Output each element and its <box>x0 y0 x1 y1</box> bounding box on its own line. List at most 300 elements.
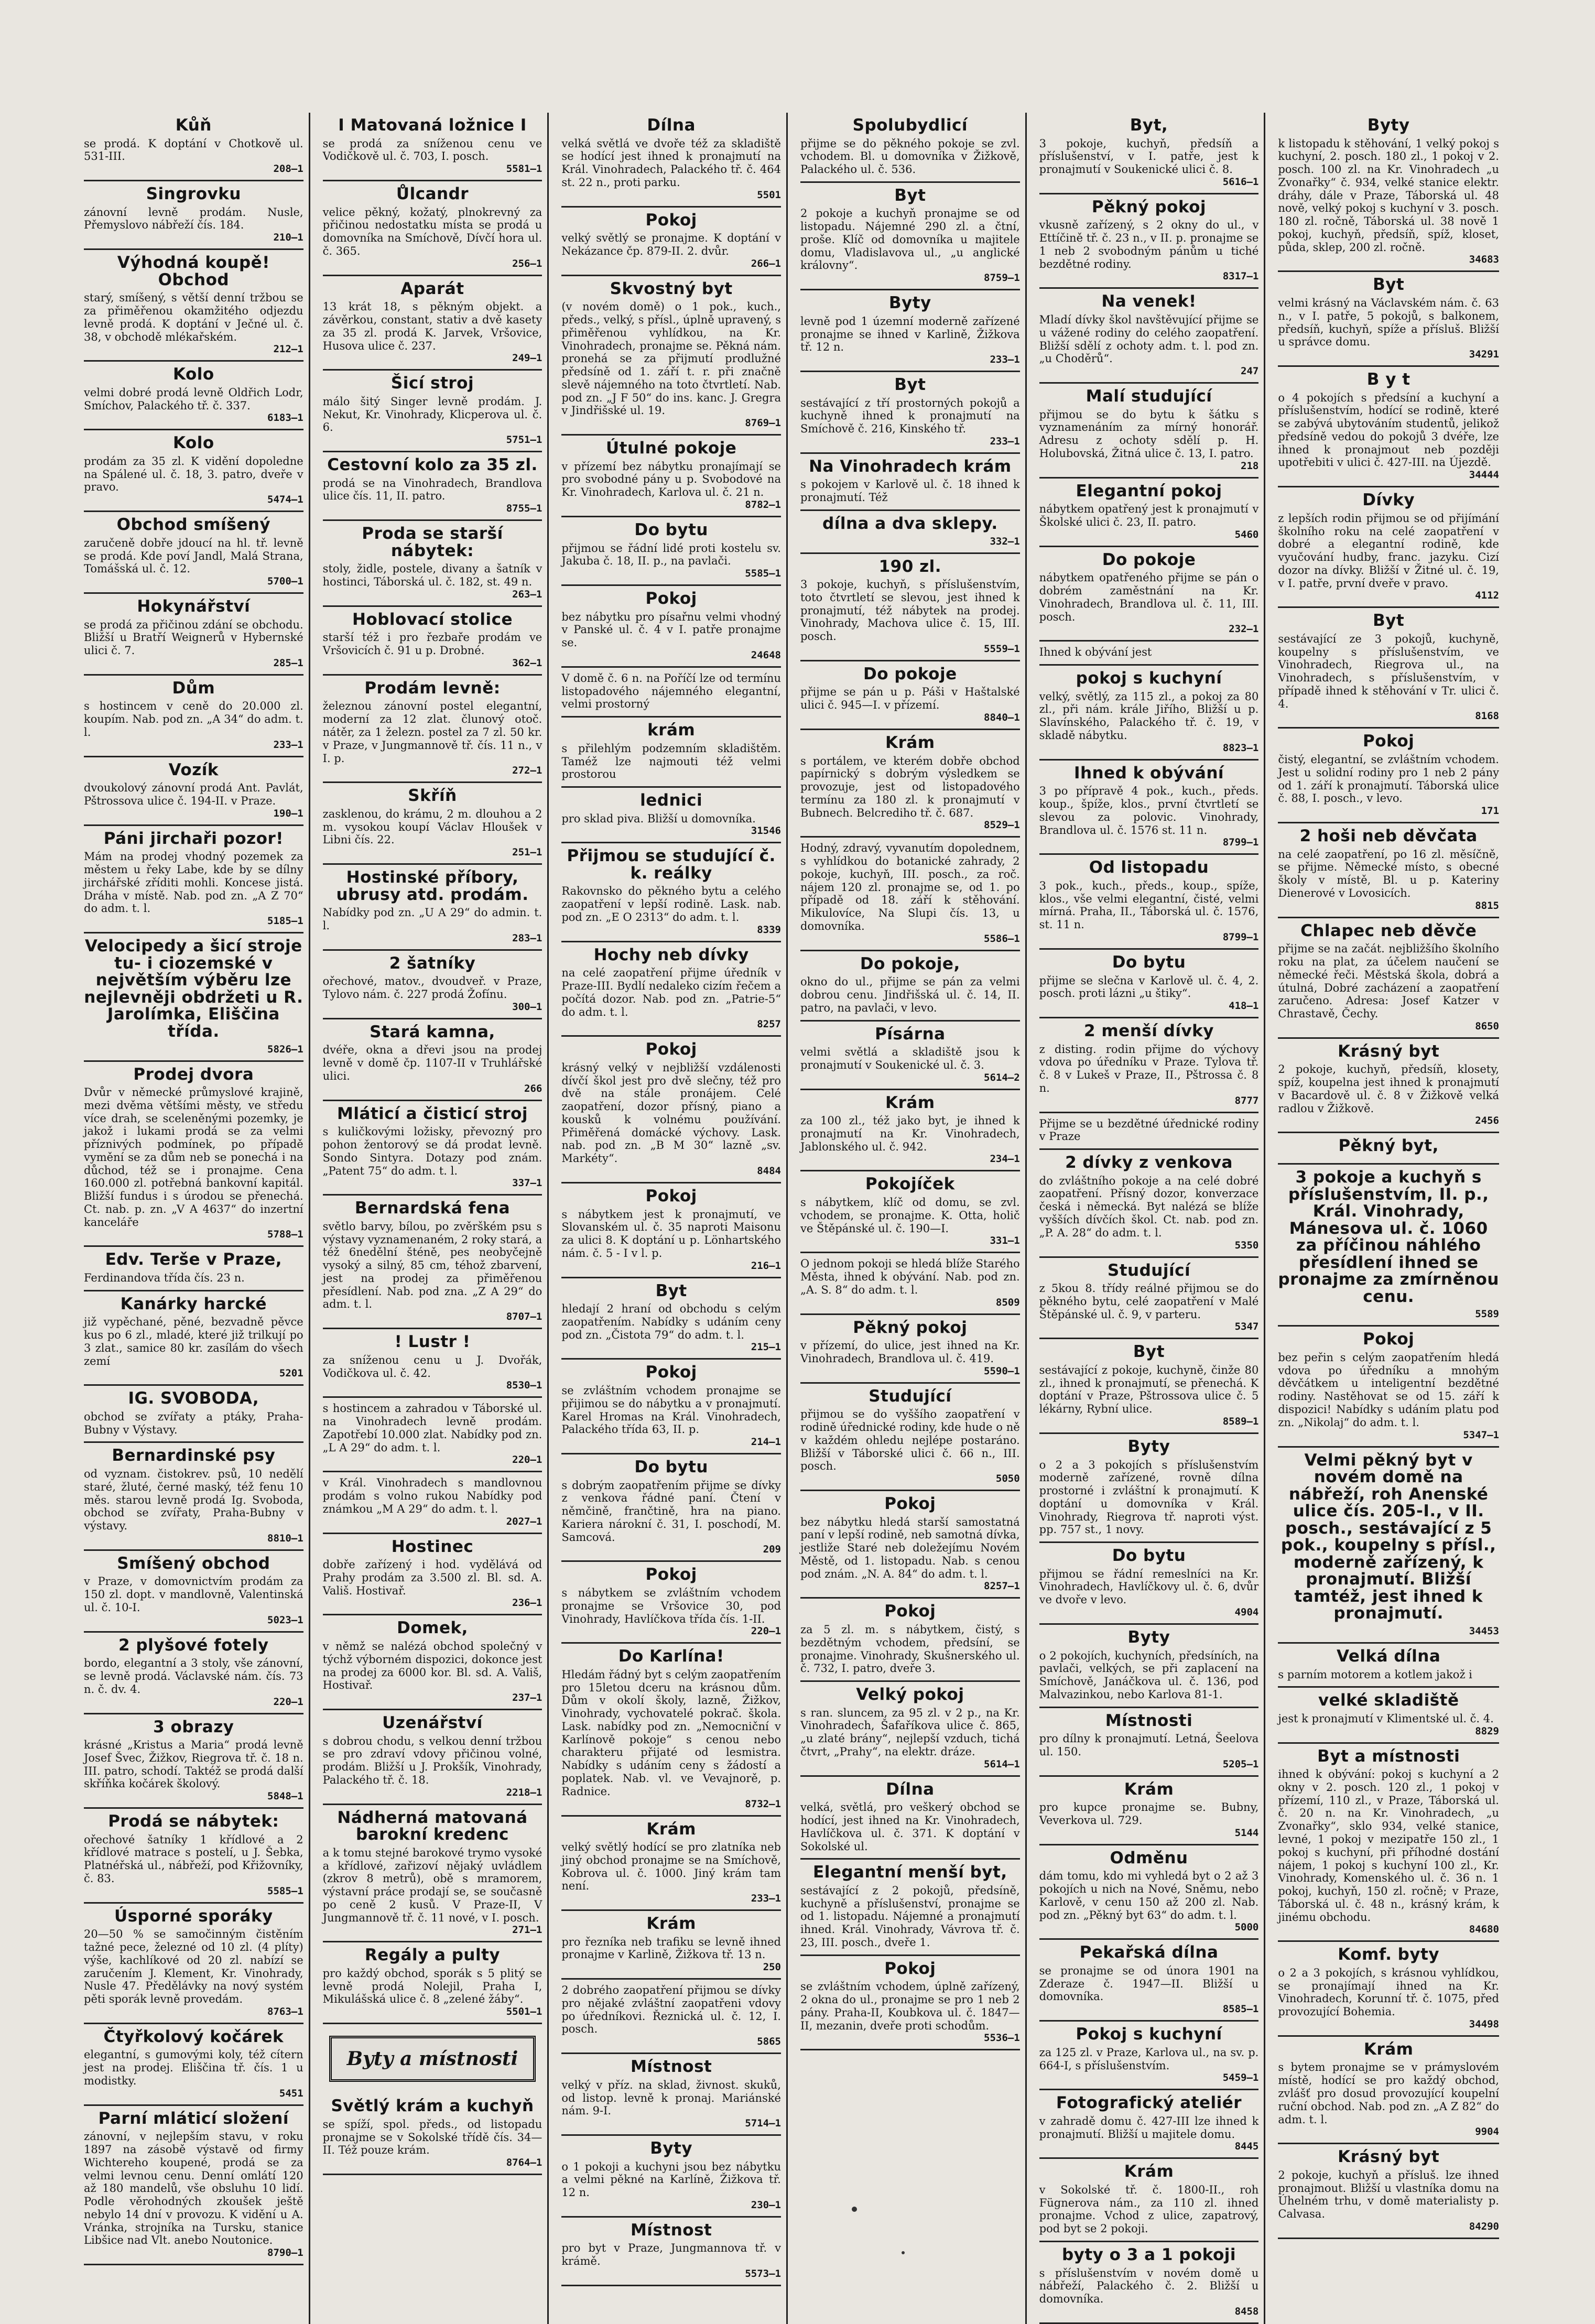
ad-code: 208—1 <box>273 163 303 175</box>
ad-headline: Bernardská fena <box>354 1199 511 1218</box>
ad-headline: Byt, <box>1130 116 1168 135</box>
ad-code: 5474—1 <box>267 494 303 506</box>
classified-ad <box>561 1183 781 1278</box>
ad-headline: 2 hoši neb děvčata <box>1299 827 1478 846</box>
ad-text: za 5 zl. m. s nábytkem, čistý, s bezdětným vchodem, předsíní, se pronajme. Vinohrady, Skušnerského ul. č. 732, I. patro, dveře 3. <box>800 1623 1020 1675</box>
ad-text: Hodný, zdravý, vyvanutím dopolednem, s vyhlídkou do botanické zahrady, 2 pokoje, kuchyň, III. posch., za roč. nájem 120 zl. pronajme se, od 1. po případě od 18. září k stěhování. Mikulovíce, Na Slupi čís. 13, u domovníka. <box>800 842 1020 932</box>
ad-headline: Malí studující <box>1086 387 1212 406</box>
ad-headline: Elegantní menší byt, <box>813 1863 1007 1882</box>
ad-code: 8769—1 <box>745 417 781 429</box>
ad-code: 256—1 <box>512 257 542 269</box>
ad-headline: Spolubydlicí <box>852 116 968 135</box>
classified-ad <box>800 1022 1020 1090</box>
ad-headline: Elegantní pokoj <box>1076 481 1222 501</box>
classified-ad <box>84 2106 303 2265</box>
ad-headline: Edv. Terše v Praze, <box>105 1250 283 1269</box>
ad-headline: Pokoj <box>884 1602 936 1621</box>
ad-code: 418—1 <box>1229 1000 1259 1012</box>
ad-text: ořechové šatníky 1 křídlové a 2 křídlové matrace s postelí, u J. Šebka, Platnéřská ul., nábřeží, pod Křižovníky, č. 83. <box>84 1833 303 1885</box>
ad-code: 5050 <box>995 1473 1020 1485</box>
ad-code: 5000 <box>1234 1921 1259 1934</box>
ad-headline: Kůň <box>175 116 212 135</box>
classified-ad <box>1039 1777 1259 1845</box>
ad-headline: Pokoj <box>645 1565 697 1584</box>
ad-code: 331—1 <box>990 1235 1020 1247</box>
ad-code: 5347 <box>1234 1321 1259 1333</box>
classified-ad <box>561 2054 781 2136</box>
ad-code: 34444 <box>1469 469 1499 481</box>
ad-headline: Místnosti <box>1105 1711 1193 1730</box>
ad-headline: 2 dívky z venkova <box>1065 1153 1233 1172</box>
classified-ad <box>84 594 303 676</box>
ad-code: 5144 <box>1234 1827 1259 1839</box>
ad-headline: Dílna <box>886 1779 935 1799</box>
ad-text: na celé zaopatření přijme úředník v Praze-III. Bydlí nedaleko cizím řečem a počítá dozor. Nab. pod zn. „Patrie-5“ do adm. t. l. <box>561 966 781 1018</box>
ad-text: přijmou se do vyššího zaopatření v rodině úřednické rodiny, kde hude o ně v každém ohledu nejlépe postaráno. Bližší v Táborské ulici č. 66 n., III. posch. <box>800 1408 1020 1473</box>
ad-headline: Do pokoje, <box>860 954 960 973</box>
ad-text: s nábytkem se zvláštním vchodem pronajme se Vršovice 30, pod Vinohrady, Havlíčkova třída čís. 1-II. <box>561 1587 781 1625</box>
ad-headline: Vozík <box>168 760 219 779</box>
ad-headline: Krásný byt <box>1338 1041 1440 1061</box>
ad-headline: Kanárky harcké <box>120 1294 267 1313</box>
classified-ad <box>1039 1434 1259 1543</box>
ad-headline: Pokoj <box>645 210 697 230</box>
ad-text: Mám na prodej vhodný pozemek za městem u řeky Labe, kde by se dílny jirchářské zříditi mohli. Koncese jistá. Dráha v místě. Nab. pod zn. „A Z 70“ do adm. t. l. <box>84 850 303 915</box>
ad-text: bez peřin s celým zaopatřením hledá vdova po úředníku a mnohým děvčátkem u inteligentní bezdětné rodiny. Nastěhovat se od 15. září k dispozici! Nabídky s udáním platu pod zn. „Nikolaj“ do adm. t. l. <box>1278 1351 1499 1429</box>
ad-headline: Ůlcandr <box>396 184 469 204</box>
ad-code: 8484 <box>757 1165 781 1177</box>
classified-ad <box>800 1956 1020 2051</box>
ad-code: 8759—1 <box>984 272 1020 284</box>
ad-headline: Čtyřkolový kočárek <box>103 2027 284 2046</box>
classified-ad <box>323 276 542 371</box>
ad-headline: Pokoj <box>645 1187 697 1206</box>
ad-headline: Do bytu <box>634 1458 708 1477</box>
ad-headline: Úsporné sporáky <box>114 1906 273 1926</box>
ad-headline: Velký pokoj <box>856 1685 964 1704</box>
ad-text: starý, smíšený, s větší denní tržbou se za přiměřenou okamžitého odjezdu levně prodá. K doptání v Ječné ul. č. 38, v obchodě mlékařském. <box>84 291 303 343</box>
ad-text: sestávající z tří prostorných pokojů a kuchyně ihned k pronajmutí na Smíchově č. 216, Kinského tř. <box>800 396 1020 436</box>
classified-ad <box>1278 1644 1499 1688</box>
ad-code: 5201 <box>279 1367 303 1380</box>
ad-headline: Studující <box>869 1386 952 1406</box>
ad-text: přijme se na začát. nejbližšího školního roku na plat, za účelem naučení se německé řeči. Městská škola, dobrá a útulná, Dobré zacházení a zaopatření zaručeno. Adresa: Josef Katzer v Chrastavě, Čechy. <box>1278 942 1499 1020</box>
stray-dot <box>902 2251 905 2254</box>
ad-code: 8585—1 <box>1222 2003 1259 2015</box>
ad-text: 2 dobrého zaopatření přijmou se dívky pro nějaké zvláštní zaopatřeni vdovy po úředníkovi. Řeznická ul. č. 12, I. posch. <box>561 1984 781 2036</box>
ad-code: 272—1 <box>512 765 542 777</box>
classified-ad <box>1278 1327 1499 1447</box>
ad-code: 362—1 <box>512 657 542 669</box>
ad-code: 8799—1 <box>1222 837 1259 849</box>
ad-headline: Uzenářství <box>382 1713 483 1733</box>
ad-code: 220—1 <box>751 1625 781 1637</box>
ad-code: 34683 <box>1469 254 1499 266</box>
ad-text: starší též i pro řezbaře prodám ve Vršovicích č. 91 u p. Drobné. <box>322 631 542 657</box>
ad-text: okno do ul., přijme se pán za velmi dobrou cenu. Jindřišská ul. č. 14, II. patro, na pavlači, v levo. <box>800 975 1020 1014</box>
ad-code: 5451 <box>279 2087 303 2099</box>
ad-text: zaručeně dobře jdoucí na hl. tř. levně se prodá. Kde poví Jandl, Malá Strana, Tomášská ul. č. 12. <box>84 536 303 575</box>
classified-ad <box>323 371 542 452</box>
ad-code: 8732—1 <box>745 1798 781 1810</box>
ad-text: za 125 zl. v Praze, Karlova ul., na sv. p. 664-I, s příslušenstvím. <box>1039 2046 1259 2072</box>
ad-headline: Do bytu <box>1112 1546 1186 1566</box>
ad-headline: Obchod smíšený <box>116 515 271 535</box>
classified-ad <box>1039 1339 1259 1434</box>
ad-code: 266 <box>524 1082 542 1094</box>
ad-headline: Hokynářství <box>137 597 251 616</box>
ad-code: 34291 <box>1469 349 1499 361</box>
classified-ad <box>1039 1258 1259 1340</box>
classified-ad <box>323 1942 542 2024</box>
ad-text: prodám za 35 zl. K vidění dopoledne na Spálené ul. č. 18, 3. patro, dveře v pravo. <box>84 454 303 494</box>
ad-headline: Velká dílna <box>1337 1646 1441 1666</box>
ad-code: 5826—1 <box>267 1043 303 1055</box>
ad-headline: Přijmou se studující č. k. reálky <box>567 846 776 883</box>
ad-code: 250 <box>763 1961 781 1973</box>
column-6 <box>1273 113 1504 2324</box>
ad-text: Hledám řádný byt s celým zaopatřením pro 15letou dceru na krásnou dům. Dům v okolí školy, lazně, Žižkov, Vinohrady, vychovatelé pokrač. škola. Lask. nabídky pod zn. „Nemocniční v Karlínově pokoje“ s cenou nebo charakteru přijaté od lesmistra. Nabídky s udáním ceny s žádostí a poplatek. Nab. vl. ve Vevajnorě, p. Radnice. <box>561 1668 781 1798</box>
ad-headline: Krám <box>646 1914 696 1934</box>
ad-headline: 3 pokoje a kuchyň s příslušenstvím, II. p., Král. Vinohrady, Mánesova ul. č. 1060 za příčinou náhlého přesídlení ihned se pronajme za zmírněnou cenu. <box>1278 1167 1499 1306</box>
ad-headline: Stará kamna, <box>370 1022 495 1041</box>
ad-text: 13 krát 18, s pěkným objekt. a závěrkou, constant, stativ a dvě kasety za 35 zl. prodá K. Jarvek, Vršovice, Husova ulice č. 237. <box>322 300 542 352</box>
ad-headline: Do pokoje <box>1102 550 1196 569</box>
ad-text: v přízemí, do ulice, jest ihned na Kr. Vinohradech, Brandlova ul. č. 419. <box>800 1339 1020 1365</box>
ad-text: přijmou se do bytu k šátku s vyznamenáním za mírný honorář. Adresu z ochoty sdělí p. H. Holubovská, Žitná ulice č. 13, I. patro. <box>1039 408 1259 460</box>
classified-ad <box>1039 289 1259 384</box>
ad-text: 2 pokoje a kuchyň pronajme se od listopadu. Nájemné 290 zl. a čtní, proše. Klíč od domovníka u majitele domu, Vladislavova ul., „u anglické královny“. <box>800 207 1020 272</box>
ad-headline: byty o 3 a 1 pokoji <box>1061 2245 1236 2264</box>
classified-ad <box>561 1644 781 1816</box>
classified-ad <box>1278 1942 1499 2037</box>
ad-text: z 5kou 8. třídy reálné přijmou se do pěkného bytu, celé zaopatření v Malé Štěpánské ul. č. 9, v parteru. <box>1039 1282 1259 1321</box>
ad-text: velký světlý se pronajme. K doptání v Nekázance čp. 879-II. 2. dvůr. <box>561 232 781 257</box>
classified-ad <box>323 2093 542 2175</box>
ad-text: sestávající z 2 pokojů, předsíně, kuchyně a příslušenství, pronajme se od 1. listopadu. Nájemné a pronajmutí ihned. Král. Vinohrady, Vávrova tř. č. 23, III. posch., dveře 1. <box>800 1884 1020 1949</box>
ad-text: 3 pokoje, kuchyň, s příslušenstvím, toto čtvrtletí se slevou, jest ihned k pronajmutí, též nábytek na prodej. Vinohrady, Machova ulice č. 15, III. posch. <box>800 578 1020 643</box>
classified-ad <box>323 1472 542 1534</box>
classified-ad <box>800 1315 1020 1384</box>
column-2 <box>318 113 549 2324</box>
ad-text: pro řezníka neb trafiku se levně ihned pronajme v Karlině, Žižkova tř. 13 n. <box>561 1935 781 1961</box>
ad-code: 5788—1 <box>267 1229 303 1241</box>
ad-text: za sníženou cenu u J. Dvořák, Vodičkova ul. č. 42. <box>322 1353 542 1380</box>
classified-ad <box>1039 1018 1259 1113</box>
classified-ad <box>800 1860 1020 1956</box>
ad-code: 214—1 <box>751 1436 781 1448</box>
column-1 <box>79 113 310 2324</box>
ad-text: Přijme se u bezdětné úřednické rodiny v Praze <box>1039 1117 1259 1143</box>
ad-text: 2 pokoje, kuchyň, předsíň, klosety, spíž, koupelna jest ihned k pronajmutí v Bacardově ul. č. 8 v Žižkově velká radlou v Žižkově. <box>1278 1063 1499 1115</box>
ad-code: 232—1 <box>1229 623 1259 635</box>
ad-text: dvéře, okna a dřevi jsou na prodej levně v domě čp. 1107-II v Truhlářské ulici. <box>322 1044 542 1082</box>
classified-ad <box>1278 1688 1499 1743</box>
ad-headline: 3 obrazy <box>153 1717 234 1736</box>
ad-text: v Sokolské tř. č. 1800-II., roh Fügnerova nám., za 110 zl. ihned pronajme. Vchod z ulice, zapatrový, pod byt se 2 pokoji. <box>1039 2183 1259 2235</box>
ad-headline: Smíšený obchod <box>117 1554 270 1573</box>
classified-ad <box>323 865 542 951</box>
classified-ad <box>84 1291 303 1386</box>
ad-code: 5459—1 <box>1222 2072 1259 2084</box>
ad-code: 233—1 <box>273 739 303 751</box>
ad-code: 220—1 <box>512 1454 542 1466</box>
classifieds-page <box>79 113 1504 2317</box>
classified-ad <box>1039 1150 1259 1257</box>
classified-ad <box>323 1398 542 1472</box>
ad-text: přijme se do pěkného pokoje se zvl. vchodem. Bl. u domovníka v Žižkově, Palackého ul. č. 536. <box>800 137 1020 176</box>
classified-ad <box>800 1491 1020 1599</box>
ad-code: 8764—1 <box>506 2157 542 2169</box>
classified-ad <box>84 1809 303 1904</box>
ad-headline: Místnost <box>630 2057 712 2077</box>
ad-text: ihned k obývání: pokoj s kuchyní a 2 okny v 2. posch. 120 zl., 1 pokoj v přízemí, 110 zl., v Praze, Táborská ul. č. 20 n. na Kr. Vinohradech, „u Zvonařky“, sklo 934, velké stanice, levné, 1 pokoj v mezipatře 150 zl., 1 pokoj s kuchyní, při příhodné dostání nájem, 1 pokoj s kuchyní 100 zl., Kr. Vinohrady, Komenského ul. č. 36 n. 1 pokoj, kuchyň, 150 zl. ročně; v Praze, Táborská ul. č. 48 n., krásný krám, k jinému obchodu. <box>1278 1768 1499 1924</box>
classified-ad <box>323 113 542 181</box>
ad-text: O jednom pokoji se hledá blíže Starého Města, ihned k obývání. Nab. pod zn. „A. S. 8“ do adm. t. l. <box>800 1257 1020 1296</box>
classified-ad <box>1039 384 1259 479</box>
ad-text: pro kupce pronajme se. Bubny, Veverkova ul. 729. <box>1039 1801 1259 1827</box>
ad-headline: ! Lustr ! <box>394 1332 471 1352</box>
ad-headline: Páni jirchaři pozor! <box>103 829 284 848</box>
ad-code: 5616—1 <box>1222 176 1259 188</box>
ad-text: Ihned k obývání jest <box>1039 646 1152 659</box>
classified-ad <box>561 436 781 517</box>
ad-text: v Král. Vinohradech s mandlovnou prodám s volno rukou Nabídky pod známkou „M A 29“ do adm. t. l. <box>322 1476 542 1515</box>
classified-ad <box>84 676 303 757</box>
ad-text: bez nábytku pro písařnu velmi vhodný v Panské ul. č. 4 v I. patře pronajme se. <box>561 610 781 649</box>
ad-headline: krám <box>647 721 696 740</box>
ad-code: 234—1 <box>990 1153 1020 1165</box>
ad-headline: Byty <box>650 2139 693 2158</box>
ad-code: 171 <box>1481 805 1499 817</box>
ad-headline: 2 menší dívky <box>1084 1022 1214 1041</box>
classified-ad <box>561 668 781 718</box>
ad-code: 220—1 <box>273 1696 303 1708</box>
ad-headline: Aparát <box>400 279 464 298</box>
ad-headline: Velocipedy a šicí stroje tu- i ciozemské v největším výběru lze nejlevněji obdržeti u R. Jarolímka, Eliščina třída. <box>84 937 303 1041</box>
ad-code: 300—1 <box>512 1001 542 1013</box>
ad-headline: Skříň <box>408 786 457 806</box>
ad-headline: Pěkný pokoj <box>853 1318 968 1337</box>
ad-headline: Šicí stroj <box>390 374 474 393</box>
classified-ad <box>323 1710 542 1805</box>
classified-ad <box>84 1062 303 1247</box>
ad-code: 8509 <box>995 1296 1020 1308</box>
ad-code: 31546 <box>751 825 781 837</box>
ad-headline: Byty <box>1127 1627 1170 1647</box>
classified-ad <box>323 452 542 521</box>
ad-text: s hostincem a zahradou v Táborské ul. na Vinohradech levně prodám. Zapotřebí 10.000 zlat. Nabídky pod zn. „L A 29“ do adm. t. l. <box>322 1402 542 1454</box>
classified-ad <box>84 113 303 181</box>
classified-ad <box>323 676 542 783</box>
ad-text: o 2 pokojích, kuchyních, předsíních, na pavlači, velkých, se při zaplacení na Smíchově, Janáčkova ul. č. 136, pod Malvazinkou, nebo Karlova 81-1. <box>1039 1649 1259 1701</box>
classified-ad <box>1278 272 1499 367</box>
classified-ad <box>800 454 1020 511</box>
ad-headline: Bernardinské psy <box>112 1446 276 1465</box>
classified-ad <box>84 1443 303 1550</box>
classified-ad <box>84 250 303 362</box>
ad-code: 236—1 <box>512 1597 542 1609</box>
ad-headline: Byt a místnosti <box>1317 1746 1460 1766</box>
ad-code: 9904 <box>1475 2126 1499 2138</box>
classified-ad <box>800 183 1020 290</box>
classified-ad <box>561 208 781 276</box>
classified-ad <box>800 838 1020 951</box>
classified-ad <box>323 1329 542 1398</box>
ad-text: Dvůr v německé průmyslové krajině, mezi dvěma většími městy, ve středu více drah, se sceleněnými pozemky, je jakož i lukami prodá se za velmi příznivých podmínek, po případě vymění se za dům neb se ponechá i na důchod, též se i pronajme. Cena 160.000 zl. potřebná bankovní kapitál. Bližší fundus i s úrodou se přenechá. Ct. nab. p. zn. „V A 4637“ do inzertní kanceláře <box>84 1086 303 1229</box>
ad-headline: Hostinec <box>391 1537 474 1556</box>
ad-headline: Cestovní kolo za 35 zl. <box>327 455 538 475</box>
ad-code: 5350 <box>1234 1239 1259 1251</box>
ad-code: 230—1 <box>751 2199 781 2211</box>
classified-ad <box>800 511 1020 554</box>
classified-ad <box>800 1777 1020 1860</box>
ad-text: o 2 a 3 pokojích, s krásnou vyhlídkou, se pronajímají ihned na Kr. Vinohradech, Korunní tř. č. 1075, před provozující Bohemia. <box>1278 1966 1499 2018</box>
classified-ad <box>1039 1543 1259 1625</box>
classified-ad <box>561 1278 781 1360</box>
ad-code: 8458 <box>1234 2305 1259 2317</box>
ad-headline: 2 plyšové fotely <box>118 1635 269 1655</box>
ad-text: velký světlý hodící se pro zlatníka neb jiný obchod pronajme se na Smíchově, Kobrova ul. č. 1000. Jiný krám tam není. <box>561 1841 781 1893</box>
classified-ad <box>1039 950 1259 1018</box>
ad-text: s bytem pronajme se v prámyslovém místě, hodící se pro každý obchod, zvlášť pro dosud provozující koupelní ruční obchod. Nab. pod zn. „A Z 82“ do adm. t. l. <box>1278 2061 1499 2126</box>
ad-headline: Pokoj <box>884 1959 936 1978</box>
ad-headline: Pokoj s kuchyní <box>1076 2025 1222 2044</box>
column-3 <box>556 113 788 2324</box>
ad-text: s parním motorem a kotlem jakož i <box>1278 1668 1472 1681</box>
ad-code: 34498 <box>1469 2018 1499 2030</box>
ad-text: dám tomu, kdo mi vyhledá byt o 2 až 3 pokojích u nich na Nové, Sněmu, nebo Karlově, v cenu 150 až 200 zl. Nab. pod zn. „Pěkný byt 63“ do adm. t. l. <box>1039 1870 1259 1921</box>
ad-text: s přilehlým podzemním skladištěm. Taméž lze najmouti též velmi prostorou <box>561 742 781 781</box>
ad-text: zánovní, v nejlepším stavu, v roku 1897 na zásobě výstavě od firmy Wichtereho koupené, prodá se za velmi levnou cenu. Denní omlátí 120 až 180 mandelů, vše obsluhu 10 lidí. Podle věrohodných zkoušek ještě nebylo 14 dní v provozu. K vidění u A. Vránka, strojníka na Tursku, stanice Libšice nad Vlt. anebo Noutonice. <box>84 2130 303 2247</box>
ad-headline: Krásný byt <box>1338 2147 1440 2167</box>
ad-text: pro sklad piva. Bližší u domovníka. <box>561 812 756 825</box>
ad-code: 337—1 <box>512 1177 542 1189</box>
ad-headline: Na Vinohradech krám <box>809 457 1012 476</box>
ad-text: velký v příz. na sklad, živnost. skuků, od listop. levně k pronaj. Mariánské nám. 9-I. <box>561 2078 781 2117</box>
classified-ad <box>84 826 303 933</box>
classified-ad <box>323 1534 542 1616</box>
ad-headline: Kolo <box>172 433 214 453</box>
ad-text: na celé zaopatření, po 16 zl. měsíčně, se přijme. Německé místo, s obecné školy v místě, Bl. u p. Kateriny Dienerové v Lovosicích. <box>1278 848 1499 899</box>
classified-ad <box>84 1714 303 1809</box>
classified-ad <box>561 1562 781 1644</box>
ad-code: 5559—1 <box>984 643 1020 655</box>
classified-ad <box>561 843 781 942</box>
ad-text: Mladí dívky škol navštěvující přijme se u vážené rodiny do celého zaopatření. Bližší sdělí z ochoty adm. t. l. pod zn. „u Choděrů“. <box>1039 313 1259 365</box>
ad-text: se zvláštním vchodem, úplně zařízený, 2 okna do ul., pronajme se pro 1 neb 2 pány. Praha-II, Koubkova ul. č. 1847—II, mezanin, dveře proti schodům. <box>800 1980 1020 2032</box>
ad-text: se pronajme se od února 1901 na Zderaze č. 1947—II. Bližší u domovníka. <box>1039 1964 1259 2003</box>
classified-ad <box>561 1980 781 2054</box>
ad-code: 332—1 <box>990 535 1020 547</box>
ad-headline: Regály a pulty <box>364 1946 501 1965</box>
ad-code: 212—1 <box>273 343 303 355</box>
ad-headline: B y t <box>1366 370 1410 389</box>
ad-headline: Proda se starší nábytek: <box>362 524 503 560</box>
ad-text: elegantní, s gumovými koly, též cítern jest na prodej. Eliščina tř. čís. 1 u modistky. <box>84 2048 303 2087</box>
ad-code: 5614—2 <box>984 1071 1020 1083</box>
ad-text: a k tomu stejné barokové trymo vysoké a křídlové, zařizoví nějaký uvládlem (zkrov 8 metrů), obě s mramorem, výstavní práce prodají se, se současně po ceně 2 kusů. V Praze-II, V Jungmannově tř. č. 11 nové, v I. posch. <box>322 1846 542 1924</box>
ad-headline: Velmi pěkný byt v novém domě na nábřeží, roh Anenské ulice čís. 205-I., v II. posch., sestávající z 5 pok., koupelny s přísl., moderně zařízený, k pronajmutí. Bližší tamtéž, jest ihned k pronajmutí. <box>1281 1450 1496 1623</box>
ad-code: 84680 <box>1469 1924 1499 1936</box>
classified-ad <box>323 951 542 1019</box>
ad-headline: Pokoj <box>645 589 697 609</box>
classified-ad <box>1039 1708 1259 1777</box>
ad-headline: Pokoj <box>645 1363 697 1382</box>
classified-ad <box>800 1090 1020 1172</box>
classified-ad <box>1039 1940 1259 2022</box>
ad-text: pro dílny k pronajmutí. Letná, Šeelova ul. 150. <box>1039 1732 1259 1758</box>
ad-code: 5573—1 <box>745 2268 781 2280</box>
ad-code: 5589 <box>1475 1308 1499 1320</box>
ad-headline: Byty <box>1367 116 1410 135</box>
classified-ad <box>1278 823 1499 918</box>
ad-text: se prodá za sníženou cenu ve Vodičkově ul. č. 703, I. posch. <box>322 137 542 163</box>
ad-text: málo šitý Singer levně prodám. J. Nekut, Kr. Vinohrady, Klicperova ul. č. 6. <box>322 395 542 434</box>
classified-ad <box>1039 2090 1259 2159</box>
ad-headline: Byt <box>1133 1342 1165 1362</box>
ad-text: velká, světlá, pro veškerý obchod se hodící, jest ihned na Kr. Vinohradech, Havlíčkova ul. č. 371. K doptání v Sokolské ul. <box>800 1801 1020 1853</box>
classified-ad <box>1278 918 1499 1039</box>
ad-text: stoly, židle, postele, divany a šatník v hostinci, Táborská ul. č. 182, st. 49 n. <box>322 562 542 589</box>
ad-code: 2027—1 <box>506 1515 542 1527</box>
ad-code: 215—1 <box>751 1341 781 1353</box>
classified-ad <box>800 730 1020 838</box>
ad-code: 5751—1 <box>506 434 542 446</box>
classified-ad <box>561 2218 781 2286</box>
ad-text: o 4 pokojích s předsíní a kuchyní a příslušenstvím, hodící se rodině, které se zabývá ubytováním studentů, jelikož předsíně vedou do pokojů 3 dvéře, lze ihned k pronajmout neb později upotřebiti v ulici č. 427-III. na Újezdě. <box>1278 391 1499 469</box>
ad-code: 8529—1 <box>984 819 1020 831</box>
ad-headline: Od listopadu <box>1089 858 1209 877</box>
ad-headline: Krám <box>1124 1779 1174 1799</box>
ad-text: přijme se pán u p. Páši v Haštalské ulici č. 945—I. v přízemí. <box>800 686 1020 712</box>
ad-headline: Ihned k obývání <box>1073 763 1224 783</box>
ad-text: s dobrým zaopatřením přijme se dívky z venkova řádné paní. Čtení v němčině, frančtině, hra na piano. Kariera nárokní č. 31, I. poschodí, M. Samcová. <box>561 1479 781 1544</box>
ad-text: z lepších rodin přijmou se od přijímání školního roku na celé zaopatření v dobré a elegantní rodině, kde vyučování hudby, franc. jazyku. Cizí dozor na dívky. Bližší v Žitné ul. č. 19, v I. patře, první dveře v pravo. <box>1278 512 1499 590</box>
ad-code: 8799—1 <box>1222 931 1259 943</box>
ad-headline: Mláticí a čisticí stroj <box>337 1104 528 1123</box>
ad-code: 84290 <box>1469 2220 1499 2232</box>
ad-text: obchod se zvířaty a ptáky, Praha-Bubny v Výstavy. <box>84 1410 303 1436</box>
ad-text: levně pod 1 územní moderně zařízené pronajme se ihned v Karlině, Žižkova tř. 12 n. <box>800 314 1020 354</box>
classified-ad <box>323 181 542 276</box>
ad-headline: Do Karlína! <box>618 1647 724 1666</box>
ad-headline: Hostinské příbory, ubrusy atd. prodám. <box>336 868 529 904</box>
classified-ad <box>1278 367 1499 487</box>
classified-ad <box>800 951 1020 1022</box>
ad-code: 6183—1 <box>267 412 303 424</box>
classified-ad <box>323 1101 542 1196</box>
ad-headline: Dívky <box>1362 491 1415 510</box>
ad-headline: Krám <box>885 1093 935 1112</box>
ad-headline: IG. SVOBODA, <box>128 1389 259 1408</box>
ad-code: 5848—1 <box>267 1790 303 1802</box>
ad-text: do zvláštního pokoje a na celé dobré zaopatření. Přísný dozor, konverzace česká i německá. Byt nalézá se blíže vyšších dívčích škol. Ct. nab. pod zn. „P. A. 28“ do adm. t. l. <box>1039 1174 1259 1239</box>
classified-ad <box>561 586 781 668</box>
classified-ad <box>84 362 303 430</box>
classified-ad <box>561 718 781 788</box>
ad-code: 5581—1 <box>506 163 542 175</box>
classified-ad <box>84 757 303 826</box>
classified-ad <box>800 661 1020 730</box>
classified-ad <box>1039 855 1259 950</box>
classified-ad <box>1278 1448 1499 1644</box>
ad-code: 8782—1 <box>745 498 781 511</box>
classified-ad <box>561 276 781 436</box>
ad-text: přijmou se řádní lidé proti kostelu sv. Jakuba č. 18, II. p., na pavlači. <box>561 541 781 568</box>
ad-headline: Výhodná koupě! Obchod <box>117 253 270 289</box>
ad-text: zasklenou, do krámu, 2 m. dlouhou a 2 m. vysokou koupí Václav Hloušek v Libni čís. 22. <box>322 807 542 846</box>
